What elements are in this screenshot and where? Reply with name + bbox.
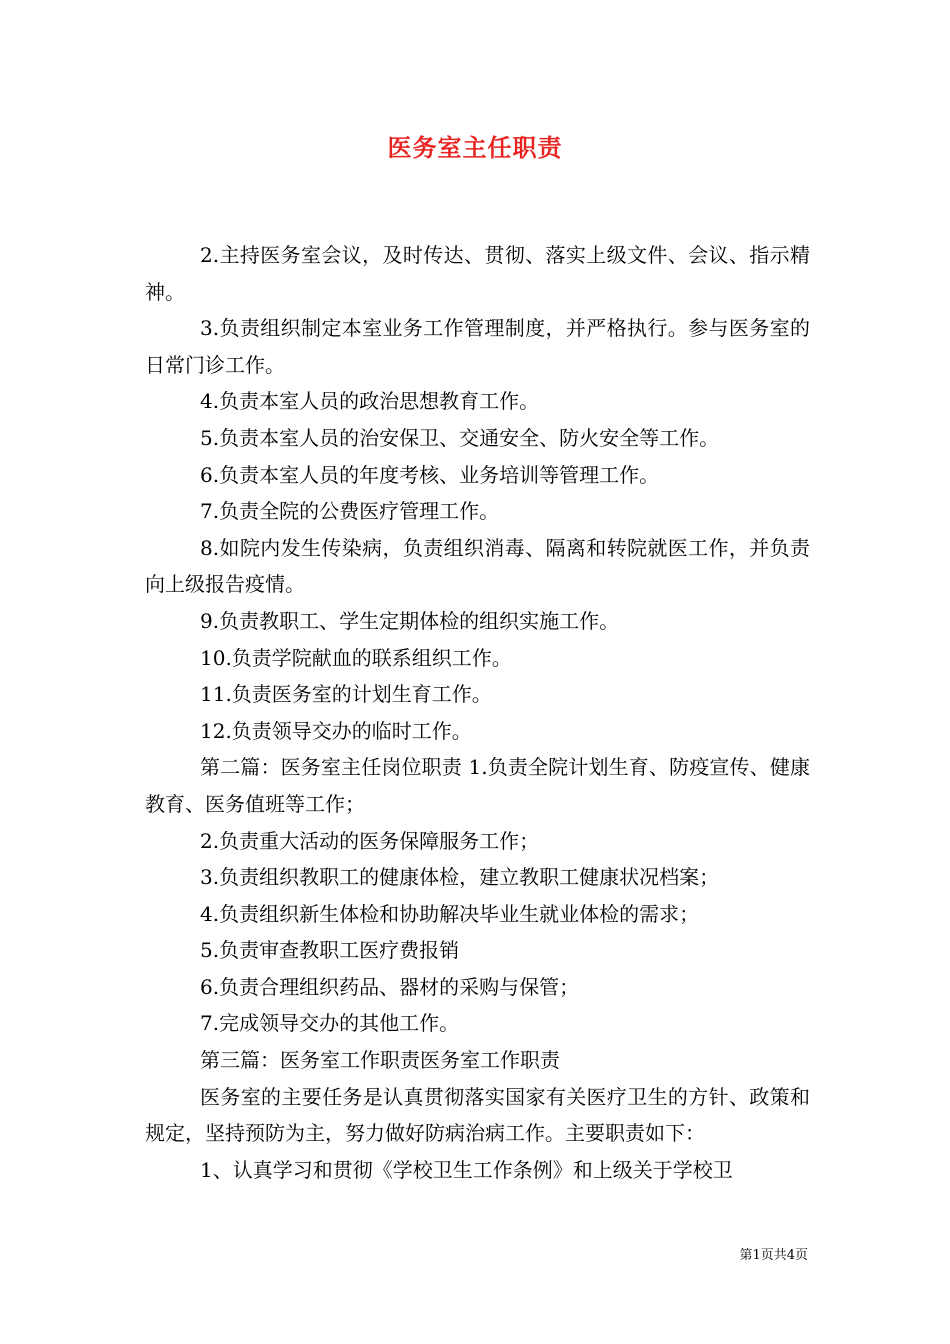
- paragraph: 7.负责全院的公费医疗管理工作。: [200, 499, 500, 524]
- paragraph: 9.负责教职工、学生定期体检的组织实施工作。: [200, 608, 620, 633]
- paragraph: 第二篇：医务室主任岗位职责 1.负责全院计划生育、防疫宣传、健康教育、医务值班等工作；: [145, 755, 810, 816]
- document-body: [145, 237, 810, 1188]
- document-title: 医务室主任职责: [387, 133, 563, 162]
- paragraph: 6.负责合理组织药品、器材的采购与保管；: [200, 974, 580, 999]
- paragraph: 4.负责本室人员的政治思想教育工作。: [200, 389, 540, 414]
- paragraph: 10.负责学院献血的联系组织工作。: [200, 645, 512, 670]
- paragraph: 2.负责重大活动的医务保障服务工作；: [200, 828, 540, 853]
- paragraph: 1、认真学习和贯彻《学校卫生工作条例》和上级关于学校卫: [200, 1157, 733, 1182]
- paragraph: 4.负责组织新生体检和协助解决毕业生就业体检的需求；: [200, 901, 700, 926]
- paragraph: 5.负责审查教职工医疗费报销: [200, 938, 460, 963]
- page-number: 第1页共4页: [739, 1248, 808, 1263]
- paragraph: 2.主持医务室会议，及时传达、贯彻、落实上级文件、会议、指示精神。: [145, 243, 810, 304]
- paragraph: 3.负责组织教职工的健康体检，建立教职工健康状况档案；: [200, 865, 720, 890]
- paragraph: 11.负责医务室的计划生育工作。: [200, 682, 492, 707]
- paragraph: 3.负责组织制定本室业务工作管理制度，并严格执行。参与医务室的日常门诊工作。: [145, 316, 810, 377]
- paragraph: 12.负责领导交办的临时工作。: [200, 718, 472, 743]
- paragraph: 6.负责本室人员的年度考核、业务培训等管理工作。: [200, 462, 660, 487]
- paragraph: 医务室的主要任务是认真贯彻落实国家有关医疗卫生的方针、政策和规定，坚持预防为主，努力做好防病治病工作。主要职责如下：: [145, 1084, 810, 1146]
- paragraph: 5.负责本室人员的治安保卫、交通安全、防火安全等工作。: [200, 425, 720, 450]
- paragraph: 第三篇：医务室工作职责医务室工作职责: [200, 1048, 560, 1073]
- paragraph: 8.如院内发生传染病，负责组织消毒、隔离和转院就医工作，并负责向上级报告疫情。: [145, 535, 810, 597]
- paragraph: 7.完成领导交办的其他工作。: [200, 1011, 460, 1036]
